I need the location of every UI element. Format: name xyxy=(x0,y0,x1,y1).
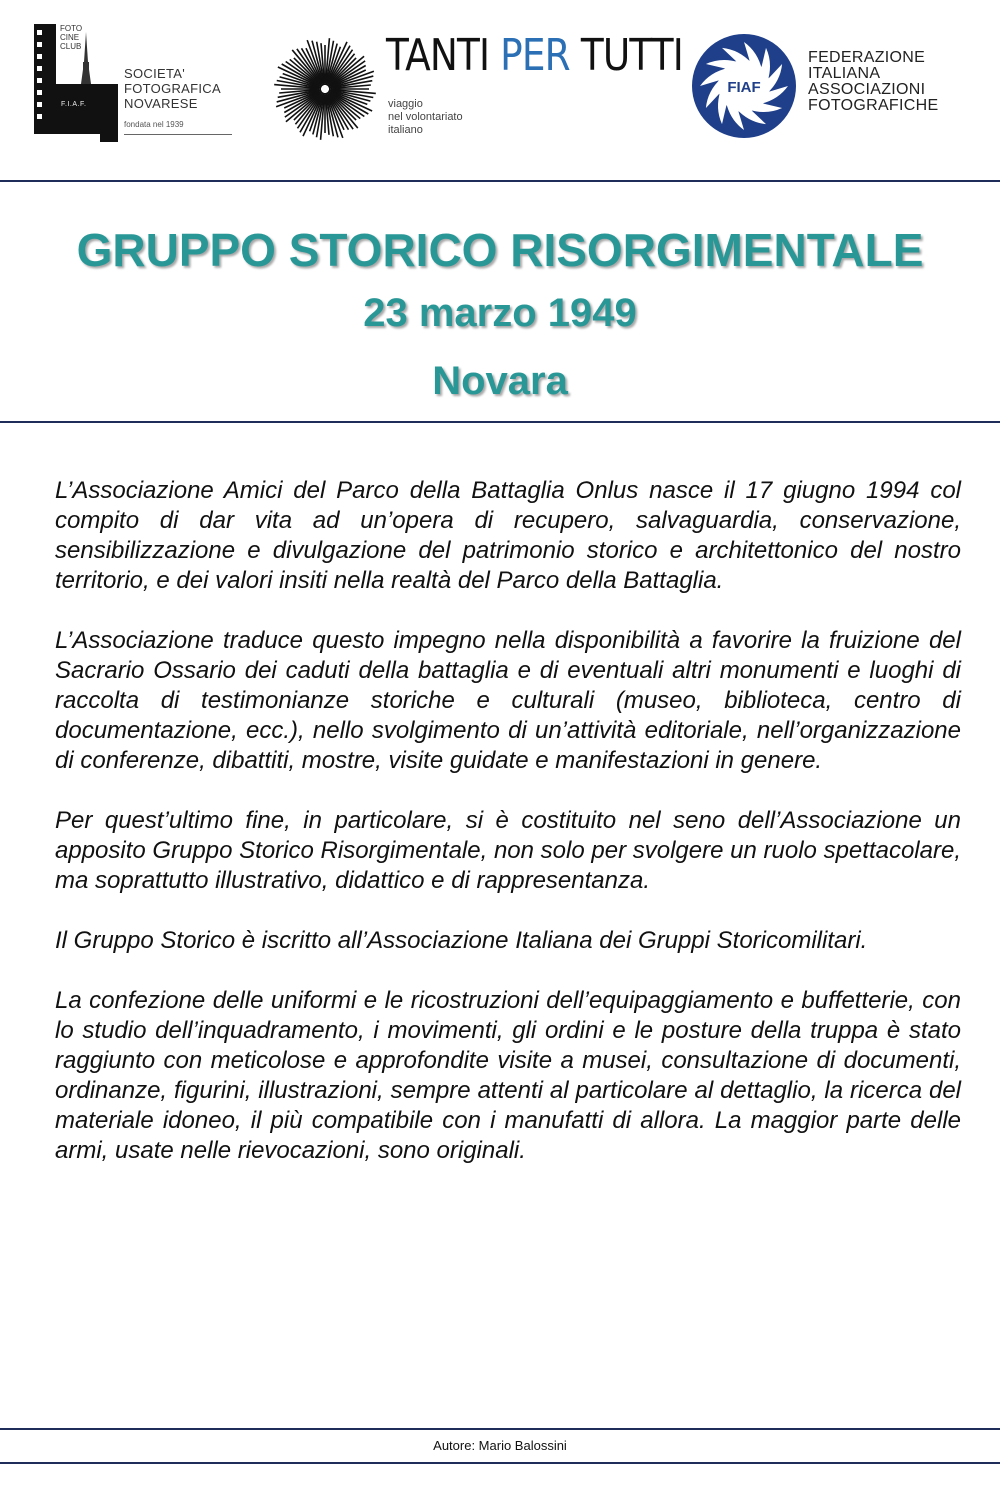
body-text xyxy=(55,476,961,1196)
sfn-name-line: FOTOGRAFICA xyxy=(124,81,221,96)
divider xyxy=(124,134,232,135)
paragraph: La confezione delle uniformi e le ricostruzioni dell’equipaggiamento e buffetterie, con lo studio dell’inquadramento, i movimenti, gli ordini e le posture della truppa è stato raggiunto con meticolose e approfondite visite a musei, consultazione di documenti, ordinanze, figurini, illustrazioni, sempre attenti al particolare al dettaglio, la ricerca del materiale idoneo, il più compatibile con i manufatti di allora. La maggior parte delle armi, usate nelle rievocazioni, sono originali. xyxy=(55,987,961,1164)
fiaf-name-line: ITALIANA xyxy=(808,65,881,82)
tpt-subtitle-line: italiano xyxy=(388,124,423,136)
tpt-title xyxy=(386,30,683,81)
footer-rule-top xyxy=(0,1428,1000,1430)
tpt-title-word: TUTTI xyxy=(569,30,683,81)
footer-author: Autore: Mario Balossini xyxy=(433,1438,567,1453)
sfn-name-line: NOVARESE xyxy=(124,96,198,111)
sfn-name xyxy=(124,66,221,111)
fiaf-name-line: FOTOGRAFICHE xyxy=(808,97,939,114)
sfn-logo xyxy=(28,22,238,152)
heading-place: Novara xyxy=(432,359,568,403)
heading-date: 23 marzo 1949 xyxy=(363,291,637,335)
top-rule xyxy=(0,180,1000,182)
fiaf-logo xyxy=(688,28,978,146)
aperture-icon xyxy=(688,30,800,142)
tanti-per-tutti-logo xyxy=(262,30,683,145)
tpt-title-word: TANTI xyxy=(386,30,501,81)
film-mark: F.I.A.F. xyxy=(61,101,87,108)
paragraph: Il Gruppo Storico è iscritto all’Associazione Italiana dei Gruppi Storicomilitari. xyxy=(55,927,868,954)
club-line: CLUB xyxy=(60,42,82,51)
sfn-name-line: SOCIETA' xyxy=(124,66,185,81)
tpt-title-word: PER xyxy=(500,30,570,81)
logo-bar xyxy=(0,0,1000,178)
tpt-subtitle-line: nel volontariato xyxy=(388,111,463,123)
starburst-icon xyxy=(270,34,380,144)
paragraph: L’Associazione Amici del Parco della Battaglia Onlus nasce il 17 giugno 1994 col compito di dar vita ad un’opera di recupero, salvaguardia, conservazione, sensibilizzazione e divulgazione del patrimonio storico e architettonico del nostro territorio, e dei valori insiti nella realtà del Parco della Battaglia. xyxy=(55,477,961,594)
heading-title: GRUPPO STORICO RISORGIMENTALE xyxy=(76,224,924,276)
paragraph: L’Associazione traduce questo impegno nella disponibilità a favorire la fruizione del Sacrario Ossario dei caduti della battaglia e di eventuali altri monumenti e luoghi di raccolta di testimonianze storiche e culturali (museo, biblioteca, centro di documentazione, ecc.), nello svolgimento di un’attività editoriale, nell’organizzazione di conferenze, dibattiti, mostre, visite guidate e manifestazioni in genere. xyxy=(55,627,961,774)
heading-block xyxy=(0,222,1000,414)
club-line: FOTO xyxy=(60,24,83,33)
sfn-founded: fondata nel 1939 xyxy=(124,120,184,129)
paragraph: Per quest’ultimo fine, in particolare, si è costituito nel seno dell’Associazione un apposito Gruppo Storico Risorgimentale, non solo per svolgere un ruolo spettacolare, ma soprattutto illustrativo, didattico e di rappresentanza. xyxy=(55,807,961,894)
tpt-subtitle-line: viaggio xyxy=(388,98,423,110)
tpt-subtitle xyxy=(388,98,463,137)
heading-rule xyxy=(0,421,1000,423)
fiaf-name xyxy=(808,50,938,114)
fiaf-name-line: FEDERAZIONE xyxy=(808,49,926,66)
fiaf-ring-text: FIAF xyxy=(727,79,761,96)
club-line: CINE xyxy=(60,33,80,42)
footer-rule-bottom xyxy=(0,1462,1000,1464)
fiaf-name-line: ASSOCIAZIONI xyxy=(808,81,926,98)
